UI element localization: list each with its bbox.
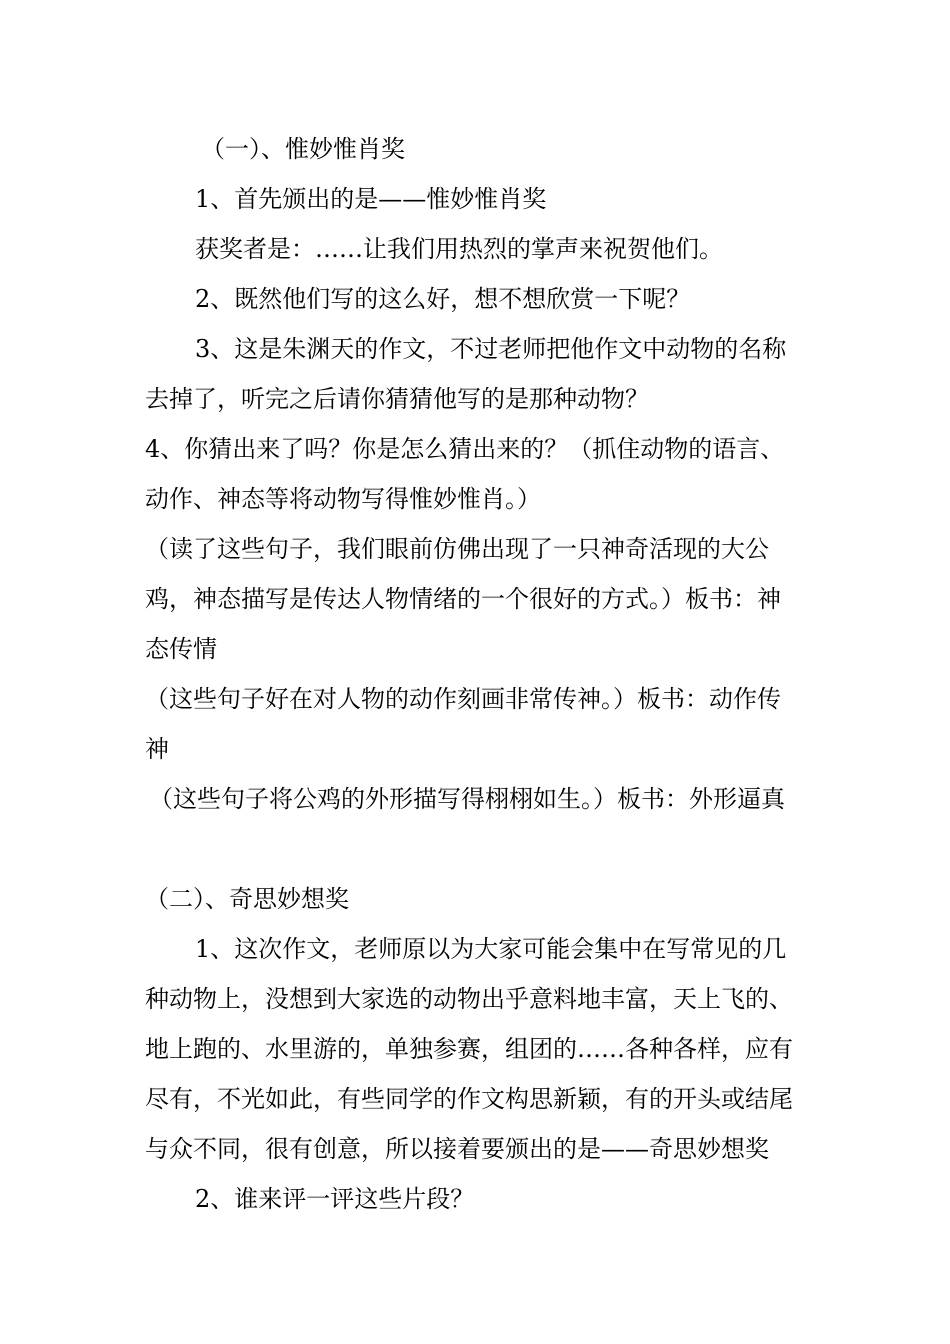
- section2-heading: （二）、奇思妙想奖: [145, 885, 349, 913]
- section2-paragraph-2: 2、谁来评一评这些片段？: [195, 1185, 475, 1213]
- section1-paragraph-1: 1、首先颁出的是——惟妙惟肖奖: [195, 185, 547, 213]
- section1-paragraph-8: （这些句子将公鸡的外形描写得栩栩如生。）板书：外形逼真: [149, 785, 785, 813]
- section1-paragraph-5-line-1: 4、你猜出来了吗？你是怎么猜出来的？（抓住动物的语言、: [145, 435, 785, 463]
- section1-paragraph-5-line-2: 动作、神态等将动物写得惟妙惟肖。）: [145, 485, 541, 513]
- section2-paragraph-1-line-2: 种动物上，没想到大家选的动物出乎意料地丰富，天上飞的、: [145, 985, 793, 1013]
- section2-paragraph-1-line-4: 尽有，不光如此，有些同学的作文构思新颖，有的开头或结尾: [145, 1085, 793, 1113]
- section-spacer: [145, 824, 810, 874]
- section2-paragraph-1-line-3: 地上跑的、水里游的，单独参赛，组团的……各种各样，应有: [145, 1035, 793, 1063]
- section1-paragraph-4-line-2: 去掉了，听完之后请你猜猜他写的是那种动物？: [145, 385, 649, 413]
- section1-paragraph-3: 2、既然他们写的这么好，想不想欣赏一下呢？: [195, 285, 691, 313]
- section2-paragraph-1-line-1: 1、这次作文，老师原以为大家可能会集中在写常见的几: [195, 935, 787, 963]
- section1-paragraph-7-line-1: （这些句子好在对人物的动作刻画非常传神。）板书：动作传: [145, 685, 781, 713]
- section2-paragraph-1-line-5: 与众不同，很有创意，所以接着要颁出的是——奇思妙想奖: [145, 1135, 769, 1163]
- section1-paragraph-2: 获奖者是：……让我们用热烈的掌声来祝贺他们。: [195, 235, 723, 263]
- section1-paragraph-6-line-3: 态传情: [145, 635, 217, 663]
- section1-paragraph-6-line-2: 鸡，神态描写是传达人物情绪的一个很好的方式。）板书：神: [145, 585, 781, 613]
- section1-paragraph-6-line-1: （读了这些句子，我们眼前仿佛出现了一只神奇活现的大公: [145, 535, 769, 563]
- section1-paragraph-4-line-1: 3、这是朱渊天的作文，不过老师把他作文中动物的名称: [195, 335, 787, 363]
- section1-heading: （一）、惟妙惟肖奖: [201, 135, 405, 163]
- section1-paragraph-7-line-2: 神: [145, 735, 169, 763]
- document-page: [145, 124, 810, 1224]
